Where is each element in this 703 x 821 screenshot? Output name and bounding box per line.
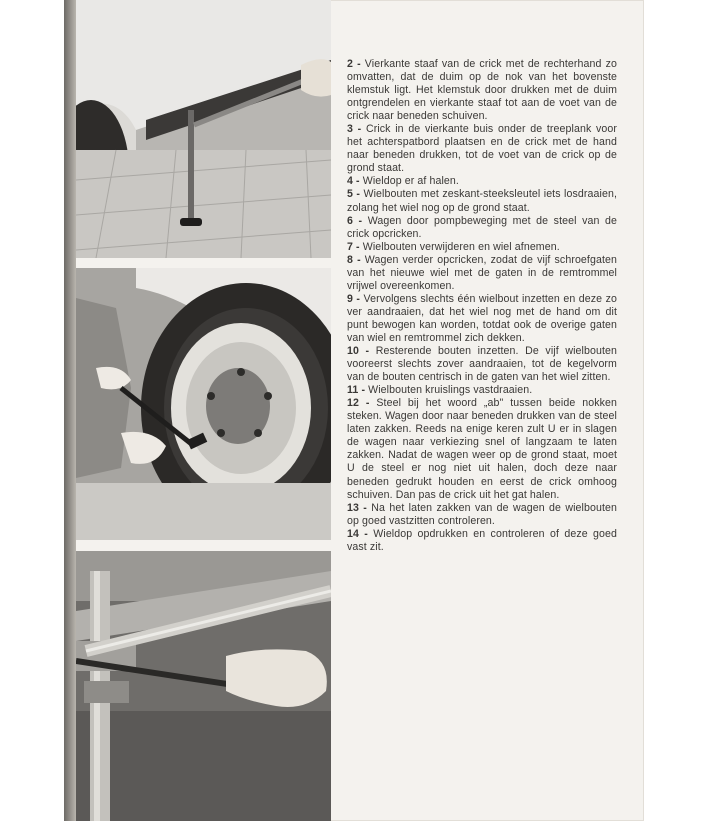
- instruction-item: 8 - Wagen verder opcricken, zodat de vijf schroefgaten van het nieuwe wiel met de gaten in de remtrommel vrijwel overeenkomen.: [347, 253, 617, 292]
- instruction-item: 5 - Wielbouten met zeskant-steeksleutel iets losdraaien, zolang het wiel nog op de grond staat.: [347, 188, 617, 214]
- instruction-item: 3 - Crick in de vierkante buis onder de treeplank voor het achterspatbord plaatsen en de crick met de hand naar beneden drukken, tot de voet van de crick op de grond staat.: [347, 123, 617, 175]
- instruction-item: 13 - Na het laten zakken van de wagen de wielbouten op goed vastzitten controleren.: [347, 501, 617, 527]
- instruction-item: 10 - Resterende bouten inzetten. De vijf wielbouten vooreerst slechts zover aandraaien, tot de kegelvorm van de bouten centrisch in de gaten van het wiel zitten.: [347, 345, 617, 384]
- instruction-item: 6 - Wagen door pompbeweging met de steel van de crick opcricken.: [347, 214, 617, 240]
- book-spine: [64, 0, 76, 821]
- photo-jack-closeup: [76, 551, 331, 821]
- instruction-item: 9 - Vervolgens slechts één wielbout inzetten en deze zo ver aandraaien, dat het wiel nog met de hand om dit punt bewogen kan worden, totdat ook de overige gaten van wiel en remtrommel zich dekken.: [347, 292, 617, 344]
- instruction-item: 11 - Wielbouten kruislings vastdraaien.: [347, 384, 533, 397]
- instruction-item: 12 - Steel bij het woord „ab" tussen beide nokken steken. Wagen door naar beneden drukken van de steel laten zakken. Reeds na enige keren zult U er in slagen de wagen naar verkiezing snel of langzaam te laten zakken. Nadat de wagen weer op de grond staat, moet U de steel er nog niet uit halen, doch deze naar beneden gedrukt houden en eerst de crick omhoog schuiven. Dan pas de crick uit het gat halen.: [347, 397, 617, 501]
- instruction-item: 7 - Wielbouten verwijderen en wiel afnemen.: [347, 240, 560, 253]
- instruction-item: 4 - Wieldop er af halen.: [347, 175, 459, 188]
- photo-jack-lowering-handle: [76, 0, 331, 258]
- photo-wheel-bolts: [76, 268, 331, 540]
- instruction-item: 14 - Wieldop opdrukken en controleren of deze goed vast zit.: [347, 527, 618, 553]
- instruction-item: 2 - Vierkante staaf van de crick met de rechterhand zo omvatten, dat de duim op de nok van het bovenste klemstuk ligt. Het klemstuk door drukken met de duim ontgrendelen en vierkante staaf tot aan de voet van de crick naar beneden schuiven.: [347, 58, 617, 123]
- instructions-list: [347, 58, 617, 554]
